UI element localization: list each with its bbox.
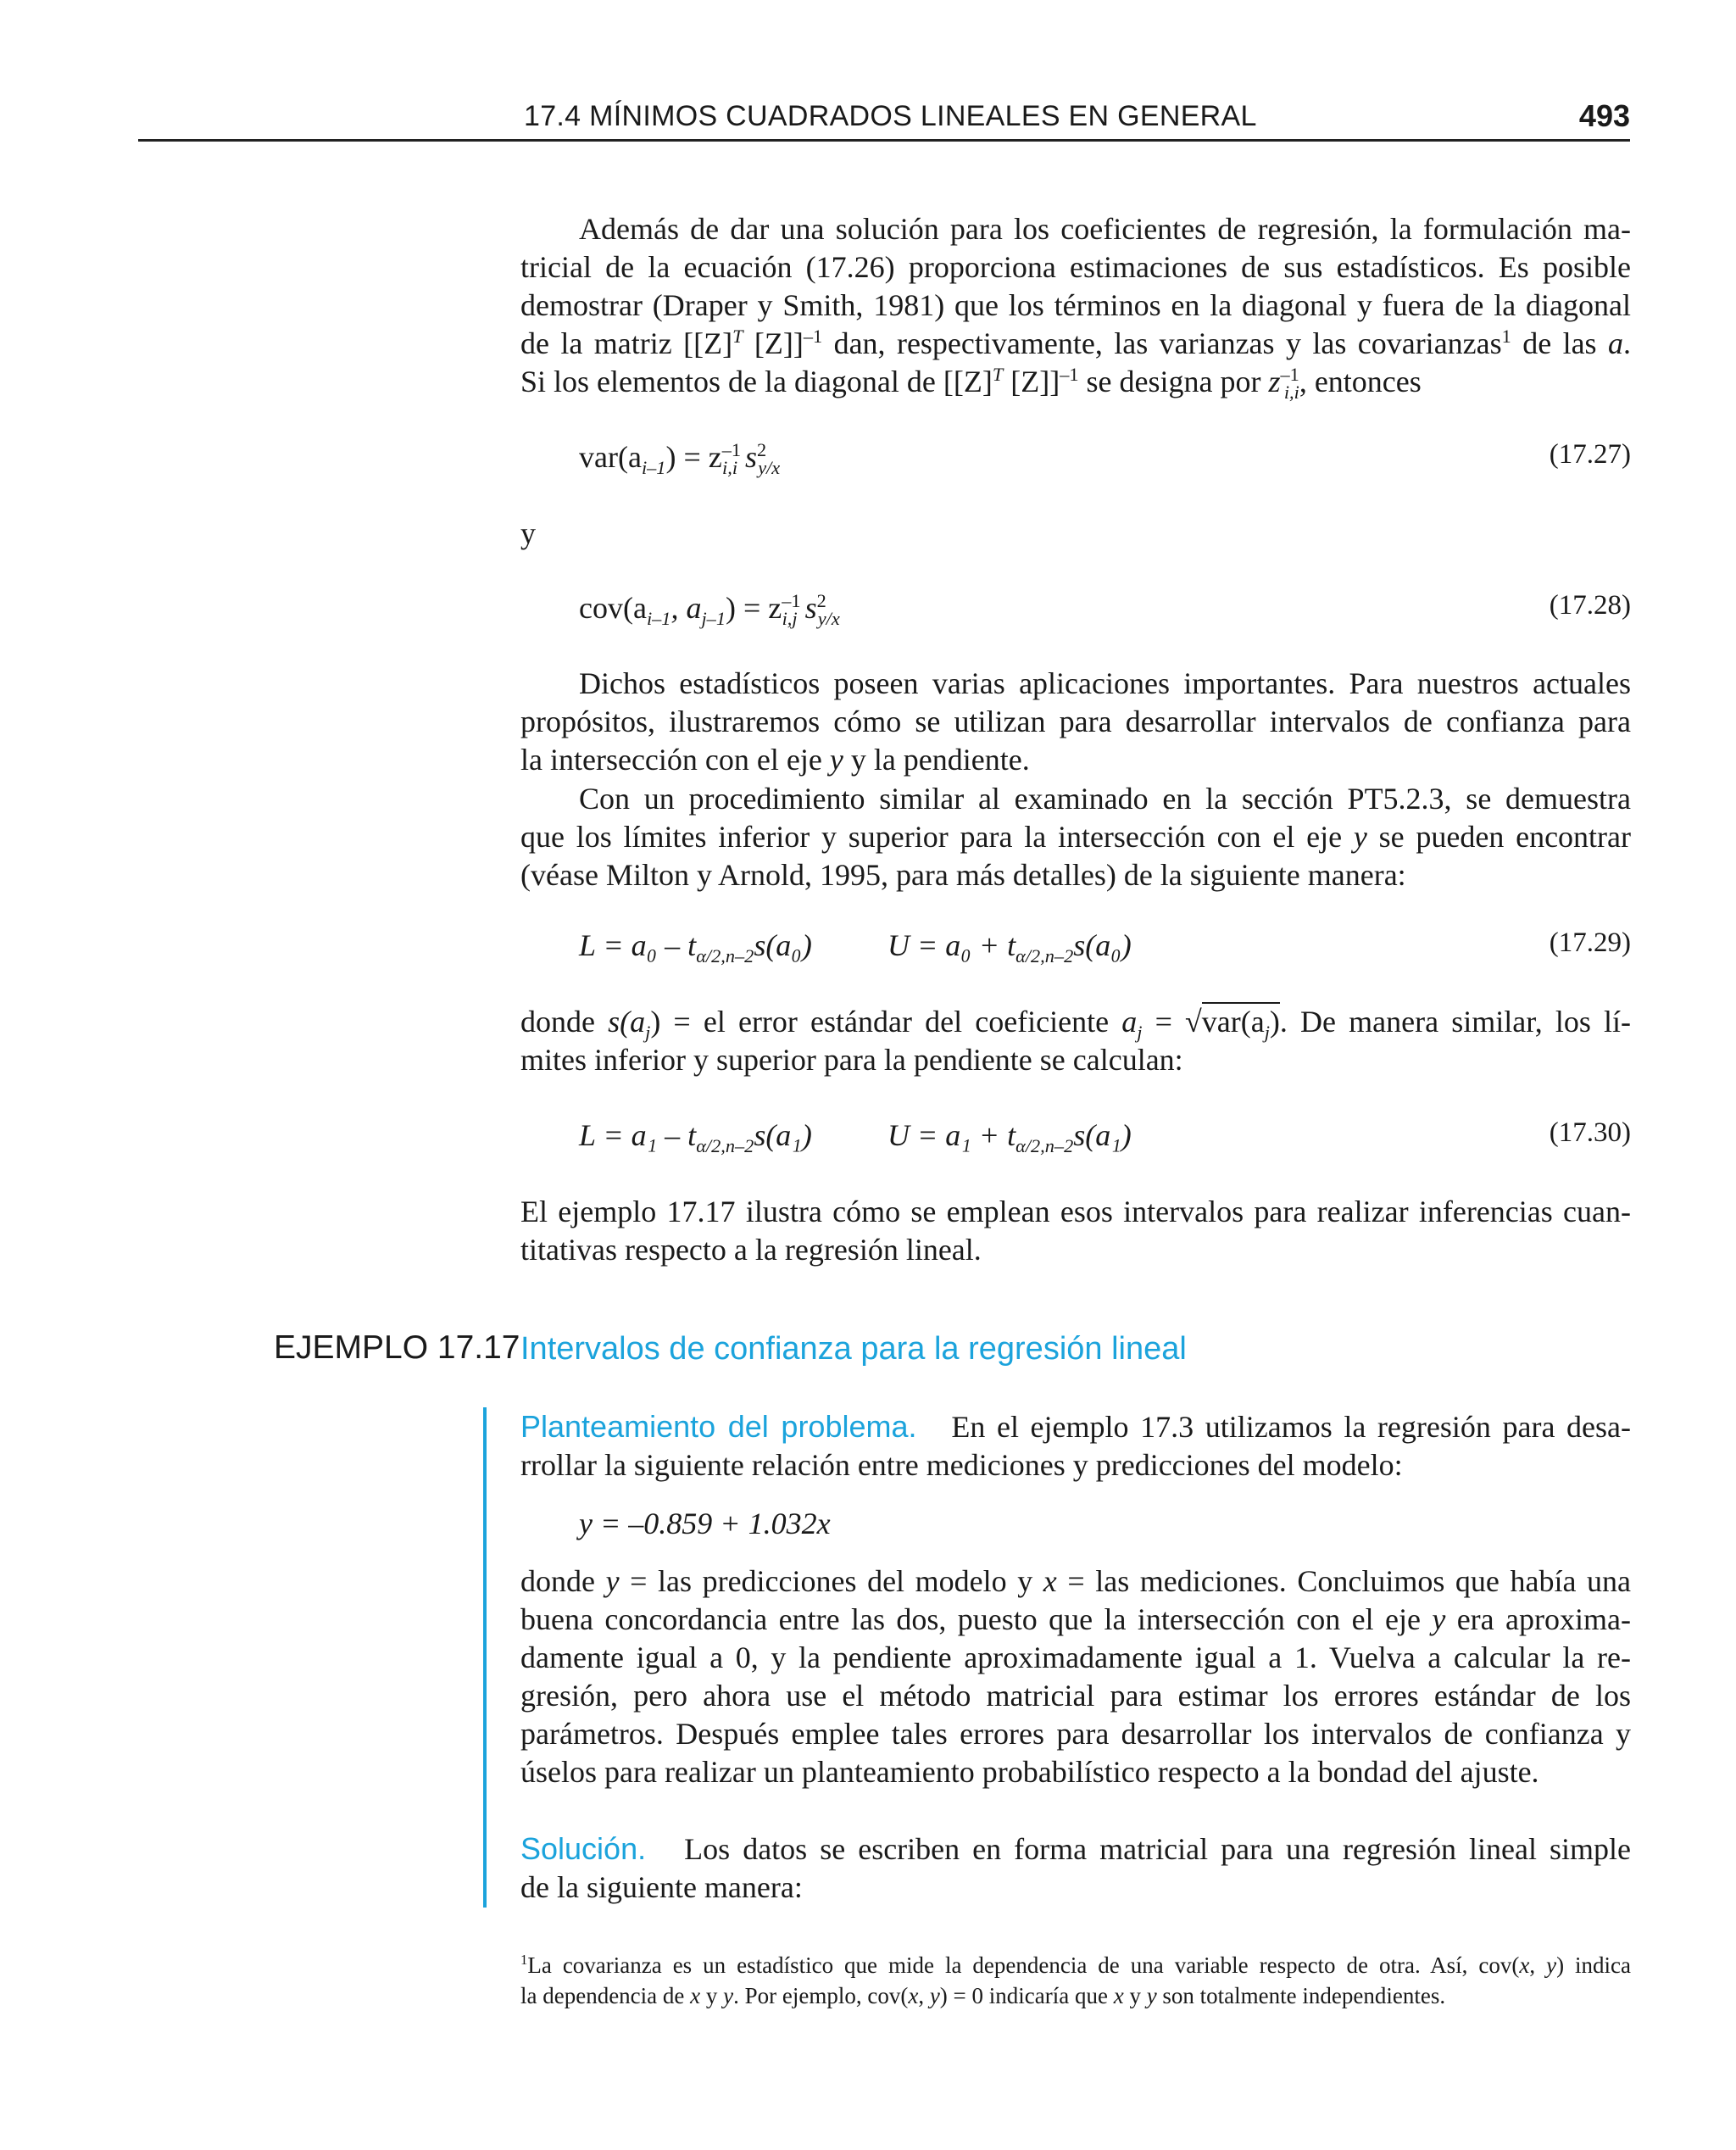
text-line: buena concordancia entre las dos, puesto que la intersección con el eje y era aproxima- xyxy=(520,1602,1631,1636)
equation-number: (17.29) xyxy=(1549,927,1631,958)
problem-heading: Planteamiento del problema. xyxy=(520,1409,917,1444)
text-line: de la matriz [$[Z]^T$ [Z]]$^{-1}$ dan, respectivamente, las varianzas y las covarianzas$^1$ de las a. xyxy=(520,326,1631,360)
text-line: de la siguiente manera: xyxy=(520,1870,803,1904)
equation-upper-limit: $U = a_0 + t_{\alpha/2,n-2}s(a_0)$ xyxy=(887,928,1132,967)
footnote xyxy=(520,1950,1631,2011)
model-equation: y = –0.859 + 1.032x xyxy=(579,1507,831,1540)
equation-17-30 xyxy=(579,1117,1631,1156)
text-line: El ejemplo 17.17 ilustra cómo se emplean esos intervalos para realizar inferencias cuan- xyxy=(520,1195,1631,1228)
page-number: 493 xyxy=(1578,98,1630,133)
text-line: damente igual a 0, y la pendiente aproximadamente igual a 1. Vuelva a calcular la re- xyxy=(520,1640,1631,1674)
problem-paragraph xyxy=(520,1562,1631,1791)
equation-lower-limit: $L = a_0 - t_{\alpha/2,n-2}s(a_0)$ xyxy=(579,928,812,967)
text-line: propósitos, ilustraremos cómo se utilizan para desarrollar intervalos de confianza para xyxy=(520,705,1631,738)
text-line: Además de dar una solución para los coeficientes de regresión, la formulación ma- xyxy=(579,212,1631,246)
example-label: EJEMPLO 17.17 xyxy=(274,1329,520,1366)
equation-17-27 xyxy=(579,439,1631,478)
text-line: rrollar la siguiente relación entre mediciones y predicciones del modelo: xyxy=(520,1448,1403,1482)
equation-expression: $cov(a_{i-1}$, $a_{j-1}) = z^{-1}_{i,j}$ $s^2_{y/x}$ xyxy=(579,590,840,630)
equation-number: (17.28) xyxy=(1549,590,1631,621)
solution-paragraph xyxy=(520,1830,1631,1907)
equation-expression: $var(a_{i-1}) = z^{-1}_{i,i}$ $s^2_{y/x}$ xyxy=(579,439,781,479)
text-line: demostrar (Draper y Smith, 1981) que los términos en la diagonal y fuera de la diagonal xyxy=(520,288,1631,322)
text-line: titativas respecto a la regresión lineal. xyxy=(520,1233,982,1267)
section-title: 17.4 MÍNIMOS CUADRADOS LINEALES EN GENERAL xyxy=(524,100,1257,132)
example-accent-bar xyxy=(483,1407,487,1908)
text-line: Si los elementos de la diagonal de [$[Z]^T$ [Z]]$^{-1}$ se designa por $z^{-1}_{i,i}$, entonces xyxy=(520,364,1422,404)
connector-text: y xyxy=(520,516,536,550)
text-line: donde $s(a_j)$ = el error estándar del coeficiente $a_j = √var(a_j)$. De manera similar, los lí- xyxy=(520,1003,1631,1041)
text-line: (véase Milton y Arnold, 1995, para más detalles) de la siguiente manera: xyxy=(520,858,1406,892)
text-line: donde y = las predicciones del modelo y x = las mediciones. Concluimos que había una xyxy=(520,1564,1631,1598)
text-line: úselos para realizar un planteamiento probabilístico respecto a la bondad del ajuste. xyxy=(520,1755,1539,1789)
footnote-line: la dependencia de x y y. Por ejemplo, cov(x, y) = 0 indicaría que x y y son totalmente independientes. xyxy=(520,1983,1446,2008)
equation-number: (17.30) xyxy=(1549,1117,1631,1148)
text-line: Planteamiento del problema. En el ejemplo 17.3 utilizamos la regresión para desa- xyxy=(520,1409,1631,1444)
text-line: tricial de la ecuación (17.26) proporciona estimaciones de sus estadísticos. Es posible xyxy=(520,250,1631,284)
text-line: parámetros. Después emplee tales errores para desarrollar los intervalos de confianza y xyxy=(520,1717,1631,1751)
paragraph-example-intro xyxy=(520,1193,1631,1269)
text-line: gresión, pero ahora use el método matricial para estimar los errores estándar de los xyxy=(520,1679,1631,1713)
equation-upper-limit: $U = a_1 + t_{\alpha/2,n-2}s(a_1)$ xyxy=(887,1118,1132,1157)
example-title: Intervalos de confianza para la regresión lineal xyxy=(520,1331,1187,1367)
equation-number: (17.27) xyxy=(1549,439,1631,470)
paragraph-slope-limits xyxy=(520,1003,1631,1079)
text-line: que los límites inferior y superior para la intersección con el eje y se pueden encontrar xyxy=(520,820,1631,854)
text-line: la intersección con el eje y y la pendiente. xyxy=(520,743,1030,777)
paragraph-matrix-statistics xyxy=(520,210,1631,404)
solution-heading: Solución. xyxy=(520,1831,647,1866)
footnote-line: $^1$La covarianza es un estadístico que mide la dependencia de una variable respecto de otra. Así, cov(x, y) indica xyxy=(520,1952,1631,1978)
paragraph-applications xyxy=(520,665,1631,779)
text-line: Dichos estadísticos poseen varias aplicaciones importantes. Para nuestros actuales xyxy=(579,666,1631,700)
equation-lower-limit: $L = a_1 - t_{\alpha/2,n-2}s(a_1)$ xyxy=(579,1118,812,1157)
equation-17-29 xyxy=(579,927,1631,966)
text-line: mites inferior y superior para la pendiente se calculan: xyxy=(520,1043,1183,1077)
equation-17-28 xyxy=(579,590,1631,629)
running-head xyxy=(138,95,1630,142)
text-line: Solución. Los datos se escriben en forma matricial para una regresión lineal simple xyxy=(520,1831,1632,1866)
text-line: Con un procedimiento similar al examinado en la sección PT5.2.3, se demuestra xyxy=(579,782,1631,816)
problem-statement xyxy=(520,1407,1631,1484)
paragraph-intercept-limits xyxy=(520,780,1631,894)
